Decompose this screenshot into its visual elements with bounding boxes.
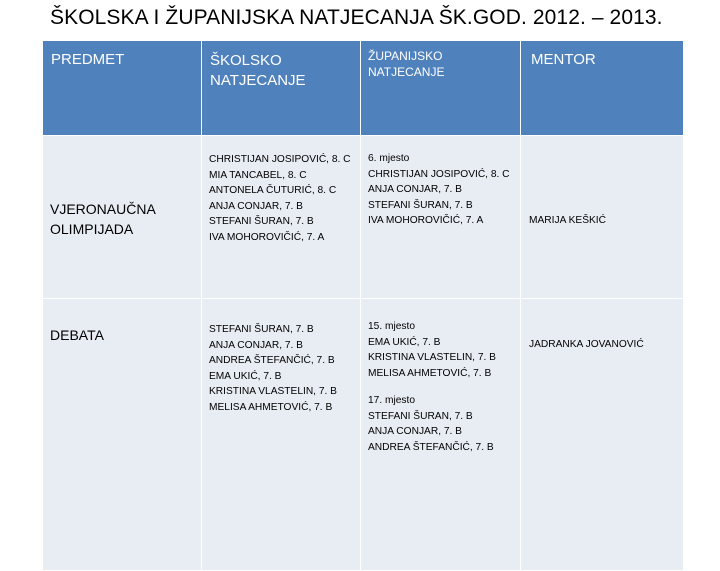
subject-line: VJERONAUČNA xyxy=(50,201,156,217)
placement: 6. mjesto xyxy=(368,153,410,164)
county-participants-cell xyxy=(361,136,521,299)
participant: ANJA CONJAR, 7. B xyxy=(209,339,303,351)
participant: ANTONELA ČUTURIĆ, 8. C xyxy=(209,185,337,196)
header-mentor: MENTOR xyxy=(521,41,684,136)
page-title: ŠKOLSKA I ŽUPANIJSKA NATJECANJA ŠK.GOD. 2012. – 2013. xyxy=(50,6,663,29)
mentor-cell: JADRANKA JOVANOVIĆ xyxy=(521,299,684,571)
table-row xyxy=(43,136,684,299)
participant: STEFANI ŠURAN, 7. B xyxy=(368,199,473,211)
subject-line: DEBATA xyxy=(50,327,104,343)
participant: ANJA CONJAR, 7. B xyxy=(368,426,462,437)
table-header-row xyxy=(43,41,684,136)
participant: IVA MOHOROVIČIĆ, 7. A xyxy=(209,231,325,243)
school-participants-cell xyxy=(202,136,361,299)
placement: 15. mjesto xyxy=(368,321,415,332)
mentor-cell: MARIJA KEŠKIĆ xyxy=(521,136,684,299)
table-row xyxy=(43,299,684,571)
participant: IVA MOHOROVIČIĆ, 7. A xyxy=(368,215,484,226)
subject-cell xyxy=(43,299,202,571)
header-county-line2: NATJECANJE xyxy=(368,65,445,79)
header-county-line1: ŽUPANIJSKO xyxy=(368,49,443,63)
participant: STEFANI ŠURAN, 7. B xyxy=(209,216,314,227)
participant: ANJA CONJAR, 7. B xyxy=(368,184,462,195)
participant: KRISTINA VLASTELIN, 7. B xyxy=(368,352,496,363)
participant: CHRISTIJAN JOSIPOVIĆ, 8. C xyxy=(368,168,510,180)
participant: EMA UKIĆ, 7. B xyxy=(368,336,441,348)
header-school-line1: ŠKOLSKO xyxy=(210,52,282,69)
participant: STEFANI ŠURAN, 7. B xyxy=(368,410,473,422)
participant: ANDREA ŠTEFANČIĆ, 7. B xyxy=(368,441,494,453)
competitions-table xyxy=(42,40,684,571)
spacer xyxy=(368,381,520,393)
participant: MIA TANCABEL, 8. C xyxy=(209,169,307,181)
school-participants-cell xyxy=(202,299,361,571)
subject-cell xyxy=(43,136,202,299)
subject-line: OLIMPIJADA xyxy=(50,221,134,237)
participant: KRISTINA VLASTELIN, 7. B xyxy=(209,386,337,397)
participant: MELISA AHMETOVIĆ, 7. B xyxy=(368,367,492,379)
participant: MELISA AHMETOVIĆ, 7. B xyxy=(209,401,333,413)
header-school-competition xyxy=(202,41,361,136)
participant: CHRISTIJAN JOSIPOVIĆ, 8. C xyxy=(209,154,351,165)
participant: ANDREA ŠTEFANČIĆ, 7. B xyxy=(209,355,335,366)
placement: 17. mjesto xyxy=(368,395,415,406)
participant: STEFANI ŠURAN, 7. B xyxy=(209,324,314,335)
participant: ANJA CONJAR, 7. B xyxy=(209,200,303,212)
header-school-line2: NATJECANJE xyxy=(210,72,306,89)
county-participants-cell xyxy=(361,299,521,571)
participant: EMA UKIĆ, 7. B xyxy=(209,370,282,382)
header-subject: PREDMET xyxy=(43,41,202,136)
header-county-competition xyxy=(361,41,521,136)
